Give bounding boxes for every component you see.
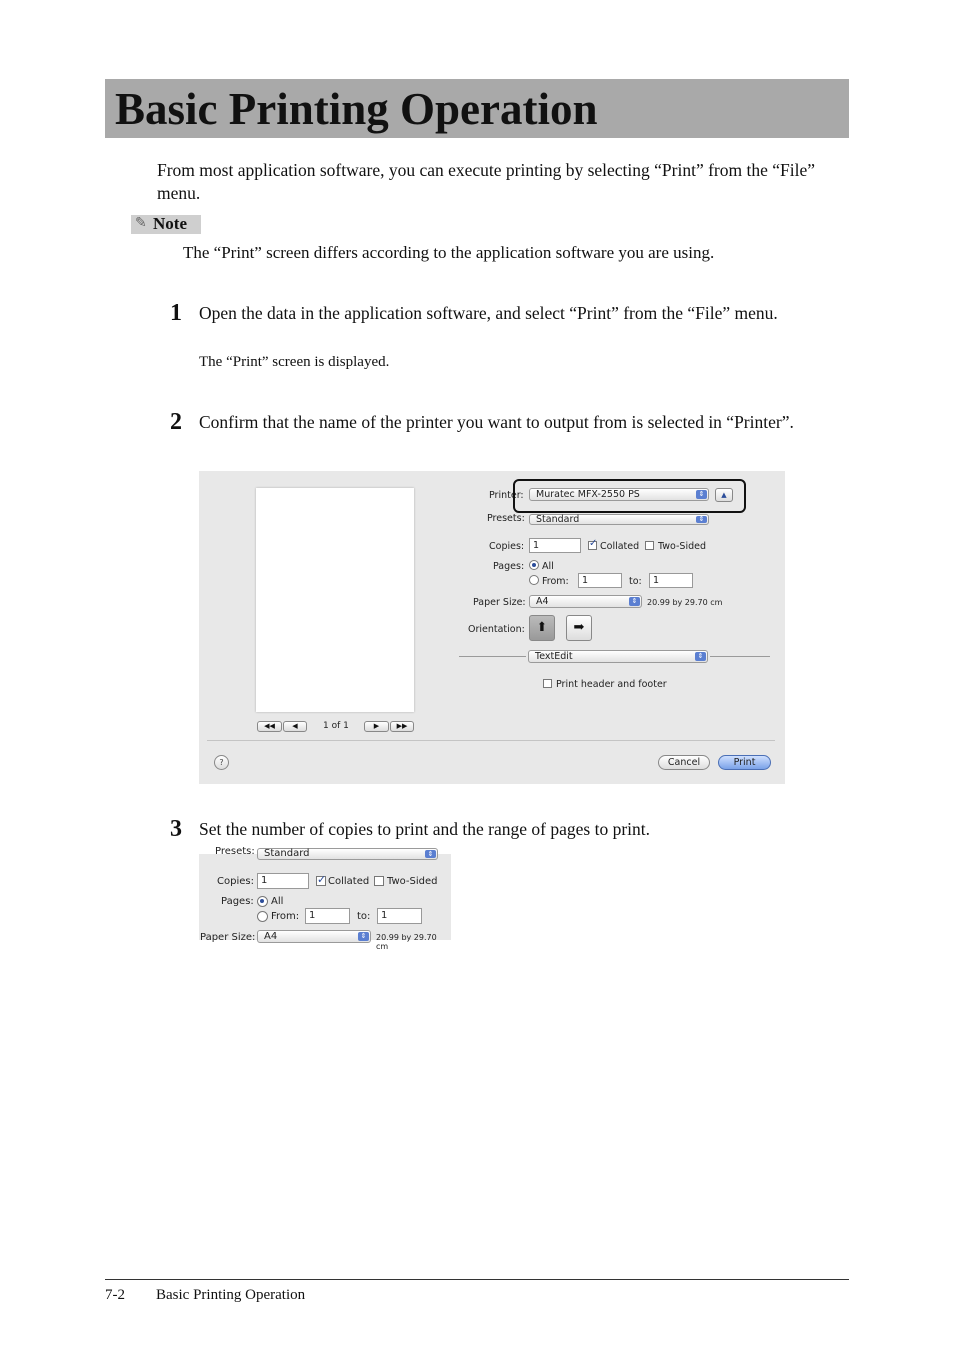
app-options-value: TextEdit <box>535 651 573 662</box>
cancel-button[interactable]: Cancel <box>658 755 710 770</box>
all-label: All <box>542 561 554 572</box>
step-3-text: Set the number of copies to print and the range of pages to print. <box>199 819 650 839</box>
collated-label: Collated <box>600 541 640 552</box>
two-sided-label: Two-Sided <box>658 541 706 552</box>
footer-section: Basic Printing Operation <box>156 1287 306 1303</box>
to-input[interactable]: 1 <box>377 908 422 924</box>
step-1-sub: The “Print” screen is displayed. <box>199 354 390 370</box>
presets-label: Presets: <box>215 846 255 857</box>
portrait-icon[interactable]: ⬆ <box>529 615 555 641</box>
step-1-text: Open the data in the application software, and select “Print” from the “File” menu. <box>199 303 778 323</box>
to-label: to: <box>357 911 371 922</box>
page-counter: 1 of 1 <box>323 721 349 731</box>
separator <box>459 656 526 657</box>
step-1-number: 1 <box>170 300 182 326</box>
pencil-icon: ✎ <box>135 215 147 231</box>
collated-checkbox[interactable] <box>316 873 327 886</box>
copies-input[interactable]: 1 <box>529 538 581 553</box>
landscape-icon[interactable]: ➡ <box>566 615 592 641</box>
footer-page-number: 7-2 <box>105 1287 125 1303</box>
copies-input[interactable]: 1 <box>257 873 309 889</box>
intro-text: From most application software, you can execute printing by selecting “Print” from the “File” menu. <box>157 160 816 203</box>
header-footer-checkbox[interactable] <box>543 679 552 688</box>
prev-page-button[interactable]: ◀ <box>283 721 307 732</box>
paper-size-label: Paper Size: <box>200 932 256 943</box>
paper-dims: 20.99 by 29.70 cm <box>376 933 437 951</box>
updown-icon: ⇕ <box>425 850 436 858</box>
pages-label: Pages: <box>493 561 525 572</box>
collated-checkbox[interactable] <box>588 538 598 550</box>
checkmark-icon: ✓ <box>589 538 598 549</box>
disclosure-button[interactable]: ▲ <box>715 488 733 502</box>
pages-from-radio[interactable] <box>529 575 539 585</box>
updown-icon: ⇕ <box>696 490 707 499</box>
page-preview <box>256 488 414 712</box>
step-2-number: 2 <box>170 409 182 435</box>
separator <box>207 740 775 741</box>
from-label: From: <box>542 576 569 587</box>
presets-select[interactable] <box>529 514 709 525</box>
paper-size-select[interactable] <box>257 930 371 943</box>
paper-size-label: Paper Size: <box>473 597 526 608</box>
orientation-label: Orientation: <box>468 624 525 635</box>
header-footer-label: Print header and footer <box>556 679 667 690</box>
paper-size-value: A4 <box>264 931 278 942</box>
updown-icon: ⇕ <box>358 932 369 941</box>
from-input[interactable]: 1 <box>578 573 622 588</box>
note-label: Note <box>153 214 187 233</box>
note-text: The “Print” screen differs according to the application software you are using. <box>183 243 715 262</box>
print-button[interactable]: Print <box>718 755 771 770</box>
printer-highlight <box>513 479 746 513</box>
two-sided-checkbox[interactable] <box>374 876 384 886</box>
pages-label: Pages: <box>221 896 254 907</box>
separator <box>710 656 770 657</box>
paper-size-select[interactable] <box>529 595 642 608</box>
printer-label: Printer: <box>489 490 524 501</box>
presets-value: Standard <box>264 848 310 859</box>
step-3-number: 3 <box>170 816 182 842</box>
from-input[interactable]: 1 <box>305 908 350 924</box>
page-title: Basic Printing Operation <box>115 84 598 134</box>
copies-label: Copies: <box>489 541 525 552</box>
next-page-button[interactable]: ▶ <box>364 721 389 732</box>
paper-size-value: A4 <box>536 596 549 607</box>
paper-dims: 20.99 by 29.70 cm <box>647 598 723 607</box>
step-2-text: Confirm that the name of the printer you want to output from is selected in “Printer”. <box>199 412 794 432</box>
updown-icon: ⇕ <box>696 516 707 523</box>
to-input[interactable]: 1 <box>649 573 693 588</box>
two-sided-label: Two-Sided <box>387 876 438 887</box>
updown-icon: ⇕ <box>695 652 706 661</box>
checkmark-icon: ✓ <box>317 873 327 886</box>
footer-rule <box>105 1279 849 1280</box>
last-page-button[interactable]: ▶▶ <box>390 721 414 732</box>
updown-icon: ⇕ <box>629 597 640 606</box>
from-label: From: <box>271 911 300 922</box>
presets-value: Standard <box>536 514 580 525</box>
collated-label: Collated <box>328 876 370 887</box>
copies-label: Copies: <box>217 876 254 887</box>
all-label: All <box>271 896 284 907</box>
printer-value: Muratec MFX-2550 PS <box>536 489 640 500</box>
presets-select[interactable] <box>257 848 438 860</box>
first-page-button[interactable]: ◀◀ <box>257 721 282 732</box>
dialog-detail-crop <box>199 846 451 951</box>
app-options-select[interactable] <box>528 650 708 663</box>
to-label: to: <box>629 576 642 587</box>
two-sided-checkbox[interactable] <box>645 541 654 550</box>
presets-label: Presets: <box>487 513 525 524</box>
help-button[interactable]: ? <box>214 755 229 770</box>
pages-all-radio[interactable] <box>529 560 539 570</box>
pages-from-radio[interactable] <box>257 911 268 922</box>
pages-all-radio[interactable] <box>257 896 268 907</box>
